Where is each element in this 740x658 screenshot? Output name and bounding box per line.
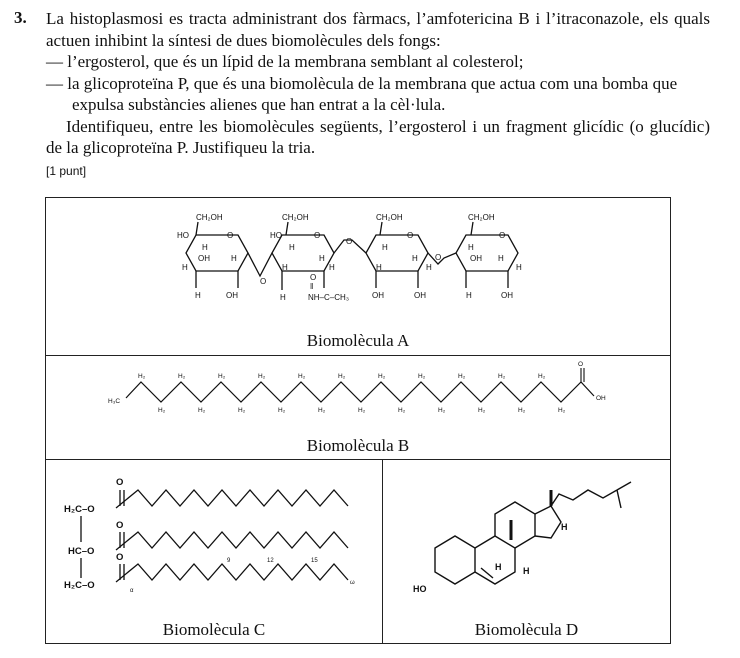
svg-text:H₂: H₂ (198, 407, 206, 414)
svg-text:H: H (289, 243, 295, 252)
svg-text:OH: OH (470, 254, 482, 263)
svg-text:O: O (310, 273, 317, 282)
caption-biomolecule-b: Biomolècula B (306, 436, 410, 455)
bullet-glycoprotein: — la glicoproteïna P, que és una biomolècula de la membrana que actua com una bomba que expulsa substàncies alienes que han entrat a la cèl·lula. (46, 73, 678, 114)
svg-text:OH: OH (372, 291, 384, 300)
svg-text:H: H (329, 263, 335, 272)
svg-text:H₂: H₂ (558, 407, 566, 414)
triglyceride-structure (46, 460, 384, 610)
svg-text:H: H (202, 243, 208, 252)
svg-text:H: H (376, 263, 382, 272)
svg-text:CH₂OH: CH₂OH (468, 213, 495, 222)
svg-text:H₂: H₂ (358, 407, 366, 414)
svg-text:H: H (523, 566, 530, 576)
svg-text:H: H (561, 522, 568, 532)
svg-text:OH: OH (198, 254, 210, 263)
question-number: 3. (14, 8, 27, 27)
svg-text:H: H (280, 293, 286, 302)
sterol-structure (383, 460, 672, 610)
svg-text:H₂: H₂ (138, 373, 146, 380)
svg-text:H₂: H₂ (158, 407, 166, 414)
svg-text:H₂: H₂ (478, 407, 486, 414)
svg-text:H: H (468, 243, 474, 252)
svg-text:OH: OH (414, 291, 426, 300)
svg-text:H₂: H₂ (538, 373, 546, 380)
svg-text:H₂: H₂ (238, 407, 246, 414)
svg-text:OH: OH (501, 291, 513, 300)
svg-text:H₂: H₂ (178, 373, 186, 380)
svg-text:H₂: H₂ (458, 373, 466, 380)
bullet-ergosterol: — l’ergosterol, que és un lípid de la membrana semblant al colesterol; (46, 52, 524, 71)
svg-text:O: O (116, 520, 124, 531)
svg-text:H: H (195, 291, 201, 300)
svg-text:O: O (260, 277, 267, 286)
svg-text:α: α (130, 588, 134, 594)
svg-text:H₂C–O: H₂C–O (64, 504, 95, 515)
svg-text:H₂: H₂ (438, 407, 446, 414)
svg-text:HO: HO (413, 584, 427, 594)
svg-text:H₂: H₂ (318, 407, 326, 414)
svg-text:HO: HO (270, 231, 282, 240)
svg-text:H: H (466, 291, 472, 300)
svg-text:HC–O: HC–O (68, 546, 95, 557)
svg-text:H: H (282, 263, 288, 272)
svg-text:H₂: H₂ (338, 373, 346, 380)
svg-text:O: O (116, 477, 124, 488)
svg-text:NH–C–CH₃: NH–C–CH₃ (308, 293, 350, 302)
svg-text:H₂: H₂ (378, 373, 386, 380)
question-text (46, 8, 710, 182)
svg-text:H: H (182, 263, 188, 272)
svg-text:O: O (407, 231, 414, 240)
svg-text:CH₂OH: CH₂OH (196, 213, 223, 222)
question-task: Identifiqueu, entre les biomolècules següents, l’ergosterol i un fragment glicídic (o glucídic) de la glicoproteïna P. Justifiqueu la tria. (46, 116, 710, 157)
score-label: [1 punt] (46, 163, 87, 178)
biomolecule-c-panel (45, 459, 383, 644)
fatty-acid-chain (46, 356, 672, 431)
svg-text:H: H (319, 254, 325, 263)
svg-text:H₂: H₂ (498, 373, 506, 380)
caption-biomolecule-d: Biomolècula D (474, 620, 579, 639)
svg-text:CH₂OH: CH₂OH (376, 213, 403, 222)
svg-text:O: O (314, 231, 321, 240)
svg-text:H: H (231, 254, 237, 263)
caption-biomolecule-c: Biomolècula C (162, 620, 266, 639)
svg-text:9: 9 (227, 558, 231, 564)
svg-text:O: O (578, 361, 584, 368)
svg-text:H₂: H₂ (298, 373, 306, 380)
biomolecule-b-panel (45, 355, 671, 460)
svg-text:OH: OH (596, 395, 606, 402)
svg-text:H: H (495, 562, 502, 572)
polysaccharide-structure (46, 198, 672, 328)
biomolecule-d-panel (382, 459, 671, 644)
svg-text:H: H (412, 254, 418, 263)
svg-text:O: O (499, 231, 506, 240)
svg-text:H₂: H₂ (218, 373, 226, 380)
svg-text:H: H (426, 263, 432, 272)
svg-text:O: O (116, 552, 124, 563)
svg-text:H: H (498, 254, 504, 263)
svg-text:H₂: H₂ (418, 373, 426, 380)
svg-text:OH: OH (226, 291, 238, 300)
svg-text:ω: ω (350, 580, 355, 586)
svg-text:H: H (516, 263, 522, 272)
svg-text:O: O (227, 231, 234, 240)
svg-text:CH₂OH: CH₂OH (282, 213, 309, 222)
svg-text:O: O (346, 237, 353, 246)
svg-text:H₃C: H₃C (108, 398, 121, 405)
question-intro: La histoplasmosi es tracta administrant dos fàrmacs, l’amfotericina B i l’itraconazole, els quals actuen inhibint la síntesi de dues biomolècules dels fongs: (46, 9, 710, 50)
svg-text:H: H (382, 243, 388, 252)
svg-text:15: 15 (311, 558, 318, 564)
svg-text:H₂: H₂ (518, 407, 526, 414)
svg-text:12: 12 (267, 558, 274, 564)
caption-biomolecule-a: Biomolècula A (306, 331, 410, 350)
svg-text:H₂: H₂ (398, 407, 406, 414)
svg-text:H₂C–O: H₂C–O (64, 580, 95, 591)
svg-text:H₂: H₂ (278, 407, 286, 414)
svg-text:H₂: H₂ (258, 373, 266, 380)
svg-text:‖: ‖ (310, 282, 314, 291)
svg-text:HO: HO (177, 231, 189, 240)
biomolecule-a-panel (45, 197, 671, 356)
svg-text:O: O (435, 253, 442, 262)
